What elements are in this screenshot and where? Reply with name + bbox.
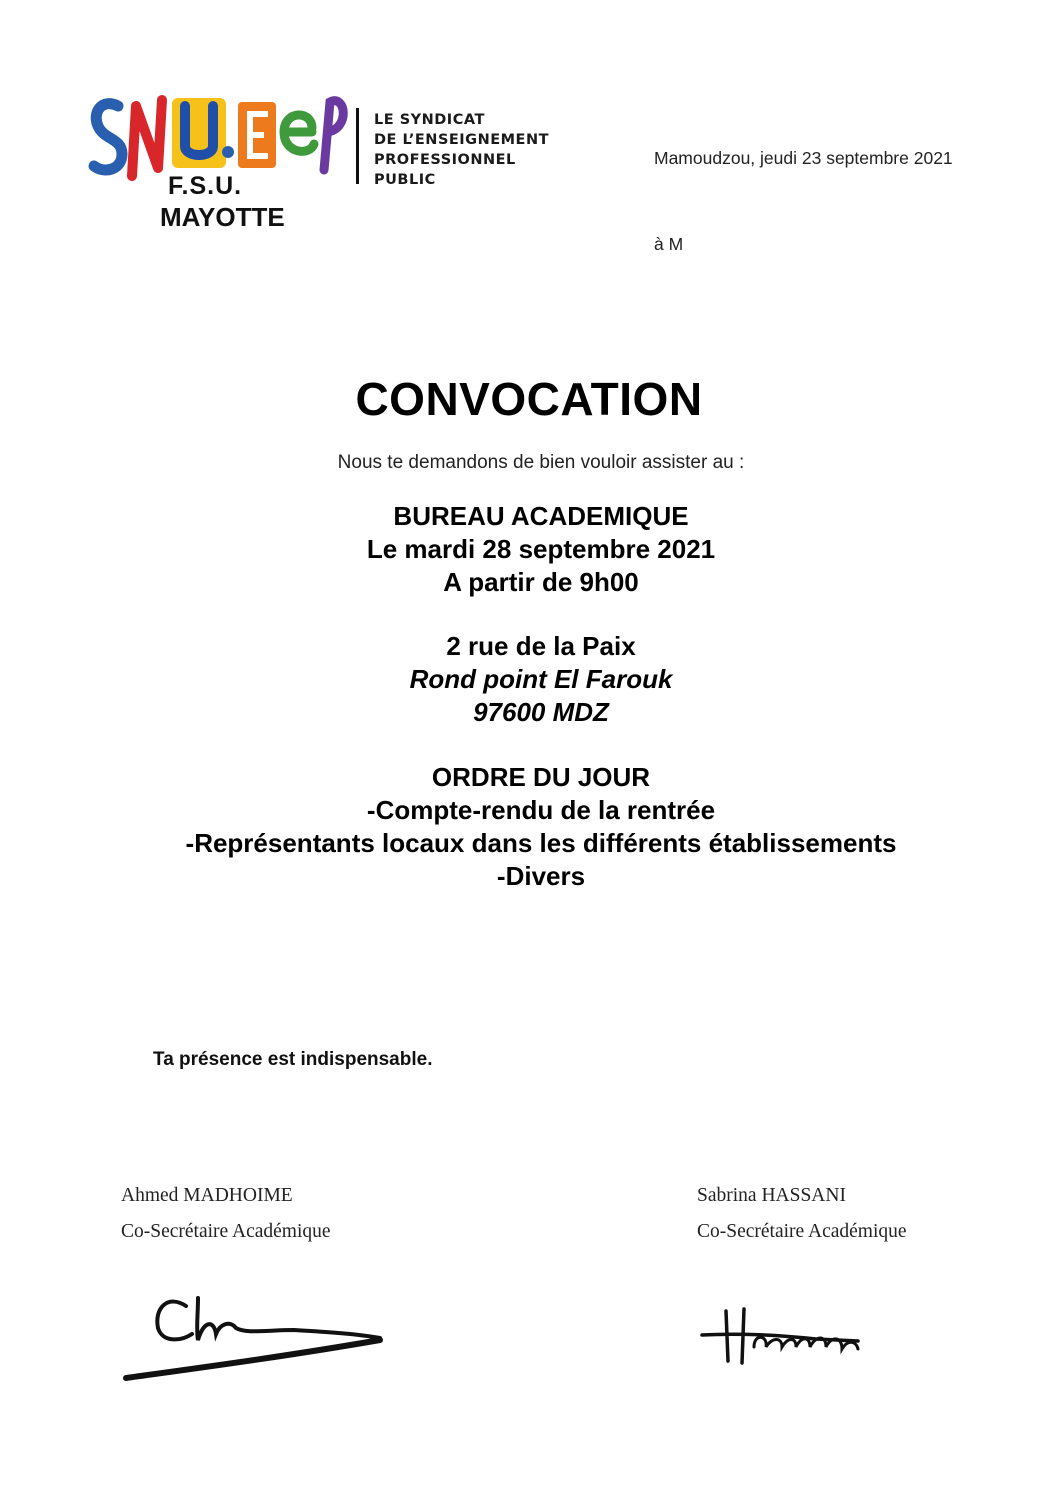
meeting-block — [12, 500, 1058, 599]
tagline-line: PUBLIC — [374, 172, 436, 188]
intro-text: Nous te demandons de bien vouloir assister au : — [337, 452, 745, 473]
logo-divider — [356, 108, 359, 184]
address-landmark: Rond point El Farouk — [409, 664, 673, 694]
address-block — [12, 630, 1058, 729]
address-postal: 97600 MDZ — [473, 697, 609, 727]
snuep-logo — [88, 88, 558, 238]
meeting-name: BUREAU ACADEMIQUE — [393, 501, 689, 531]
address-street: 2 rue de la Paix — [446, 631, 636, 661]
agenda-item: -Compte-rendu de la rentrée — [366, 795, 716, 825]
logo-federation: F.S.U. — [168, 172, 243, 200]
tagline-line: DE L’ENSEIGNEMENT — [374, 132, 549, 148]
agenda-block — [12, 761, 1058, 893]
agenda-item: -Représentants locaux dans les différents établissements — [185, 828, 897, 858]
tagline-line: PROFESSIONNEL — [374, 152, 516, 168]
signatory-name-left: Ahmed MADHOIME — [121, 1185, 293, 1206]
signature-left — [118, 1290, 398, 1390]
tagline-line: LE SYNDICAT — [374, 112, 485, 128]
meeting-date: Le mardi 28 septembre 2021 — [366, 534, 716, 564]
signatory-name-right: Sabrina HASSANI — [697, 1185, 846, 1206]
agenda-item: -Divers — [496, 861, 586, 891]
signatory-role-right: Co-Secrétaire Académique — [697, 1221, 907, 1242]
agenda-heading: ORDRE DU JOUR — [431, 762, 651, 792]
signature-right — [698, 1305, 873, 1370]
meeting-time: A partir de 9h00 — [443, 567, 639, 597]
presence-note: Ta présence est indispensable. — [153, 1049, 433, 1070]
document-title: CONVOCATION — [355, 373, 703, 425]
addressee: à M — [654, 234, 684, 254]
date-line: Mamoudzou, jeudi 23 septembre 2021 — [654, 148, 953, 168]
signatory-role-left: Co-Secrétaire Académique — [121, 1221, 331, 1242]
logo-region: MAYOTTE — [160, 202, 285, 232]
logo-tagline — [374, 110, 549, 190]
